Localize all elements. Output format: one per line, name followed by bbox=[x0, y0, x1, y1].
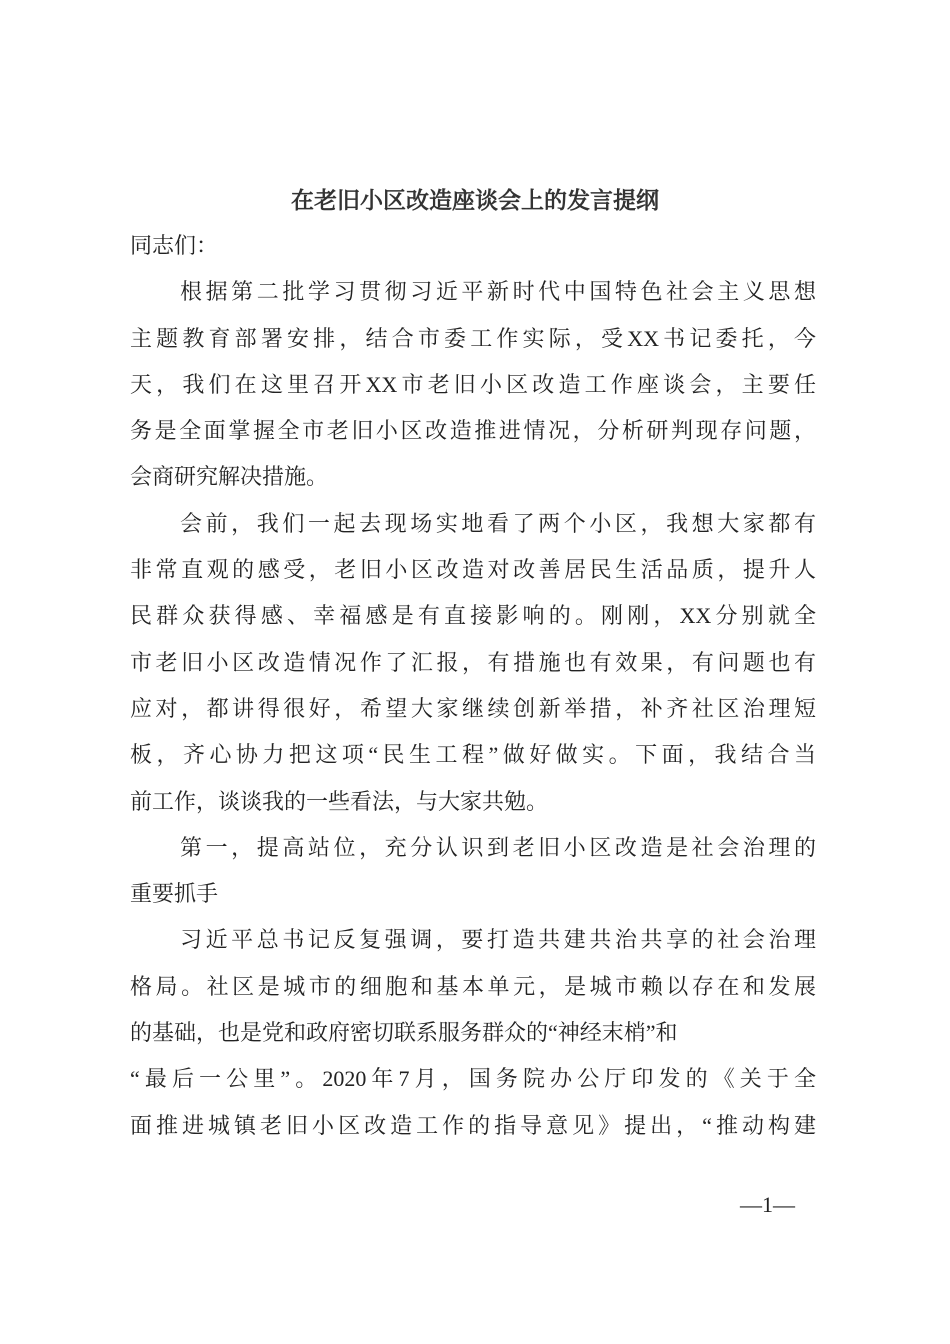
paragraph-3 bbox=[130, 917, 816, 1148]
text-line: “最后一公里”。2020年7月，国务院办公厅印发的《关于全 bbox=[130, 1066, 816, 1092]
text-line: 板，齐心协力把这项“民生工程”做好做实。下面，我结合当 bbox=[130, 742, 816, 768]
document-title: 在老旧小区改造座谈会上的发言提纲 bbox=[291, 188, 659, 213]
paragraph-1 bbox=[130, 269, 816, 500]
text-line: 非常直观的感受，老旧小区改造对改善居民生活品质，提升人 bbox=[130, 557, 816, 583]
paragraph-2 bbox=[130, 501, 816, 825]
text-line: 习近平总书记反复强调，要打造共建共治共享的社会治理 bbox=[180, 927, 816, 953]
text-line: 会前，我们一起去现场实地看了两个小区，我想大家都有 bbox=[180, 510, 816, 536]
section-heading-1 bbox=[130, 825, 816, 918]
page-number: —1— bbox=[740, 1192, 795, 1217]
text-line: 主题教育部署安排，结合市委工作实际，受XX书记委托，今 bbox=[130, 325, 816, 351]
text-line: 前工作，谈谈我的一些看法，与大家共勉。 bbox=[130, 788, 549, 814]
text-line: 面推进城镇老旧小区改造工作的指导意见》提出，“推动构建 bbox=[130, 1112, 816, 1138]
text-line: 会商研究解决措施。 bbox=[130, 464, 329, 490]
text-line: 第一，提高站位，充分认识到老旧小区改造是社会治理的 bbox=[180, 834, 816, 860]
text-line: 根据第二批学习贯彻习近平新时代中国特色社会主义思想 bbox=[180, 279, 816, 305]
text-line: 市老旧小区改造情况作了汇报，有措施也有效果，有问题也有 bbox=[130, 649, 816, 675]
text-line: 应对，都讲得很好，希望大家继续创新举措，补齐社区治理短 bbox=[130, 695, 816, 721]
text-line: 的基础，也是党和政府密切联系服务群众的“神经末梢”和 bbox=[130, 1020, 678, 1046]
document-body bbox=[130, 223, 816, 1149]
salutation: 同志们： bbox=[130, 233, 219, 258]
text-line: 务是全面掌握全市老旧小区改造推进情况，分析研判现存问题， bbox=[130, 418, 816, 444]
text-line: 民群众获得感、幸福感是有直接影响的。刚刚，XX分别就全 bbox=[130, 603, 816, 629]
text-line: 天，我们在这里召开XX市老旧小区改造工作座谈会，主要任 bbox=[130, 371, 816, 397]
text-line: 重要抓手 bbox=[130, 881, 219, 907]
text-line: 格局。社区是城市的细胞和基本单元，是城市赖以存在和发展 bbox=[130, 973, 816, 999]
